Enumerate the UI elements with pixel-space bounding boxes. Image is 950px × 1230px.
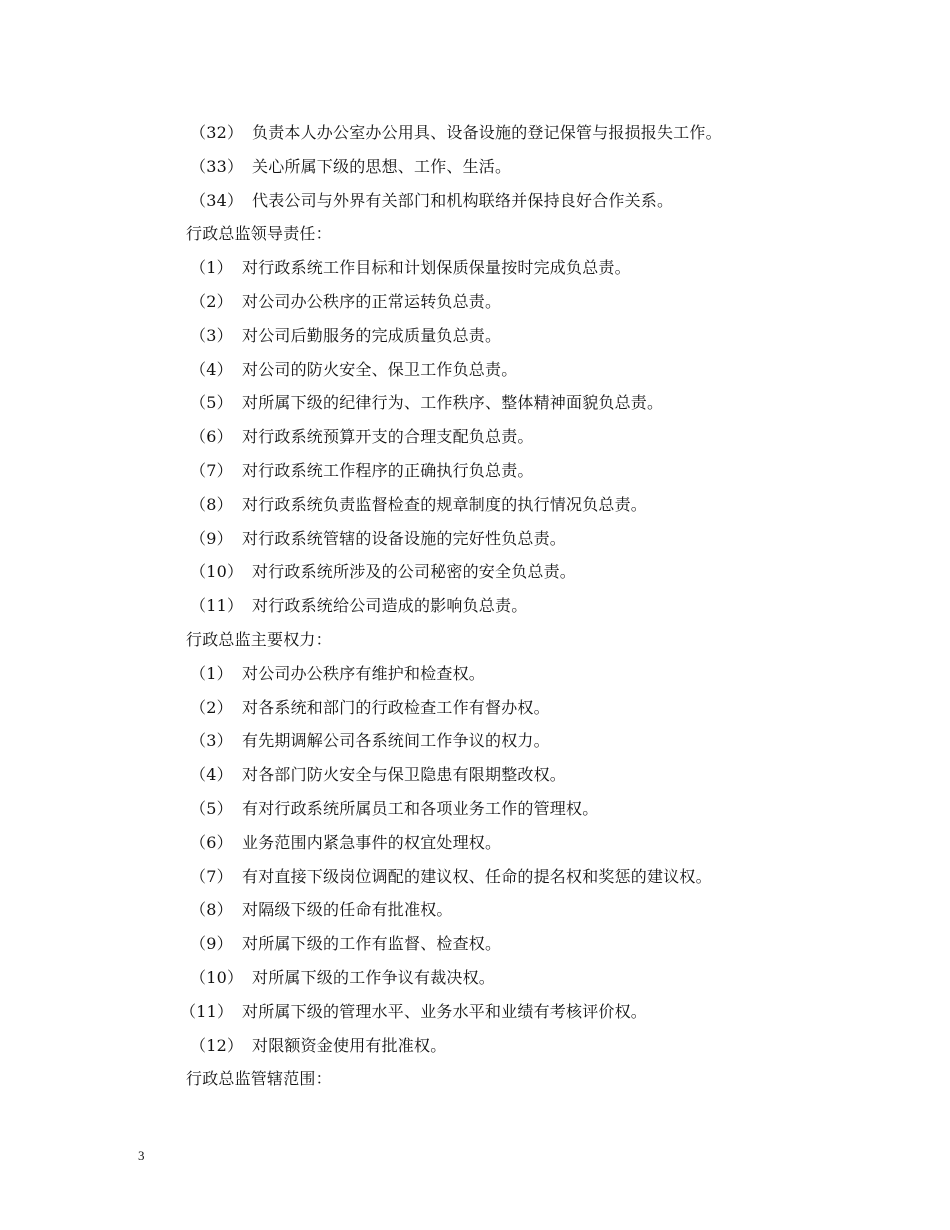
item-number: （8） — [190, 494, 233, 514]
item-text: 业务范围内紧急事件的权宜处理权。 — [242, 832, 502, 852]
list-item — [186, 555, 886, 589]
item-text: 对行政系统所涉及的公司秘密的安全负总责。 — [252, 562, 577, 582]
item-text: 有先期调解公司各系统间工作争议的权力。 — [242, 731, 550, 751]
item-text: 对行政系统管辖的设备设施的完好性负总责。 — [242, 528, 567, 548]
item-number: （6） — [190, 427, 233, 447]
item-text: 对行政系统工作程序的正确执行负总责。 — [242, 460, 534, 480]
item-text: 对公司办公秩序的正常运转负总责。 — [242, 291, 502, 311]
item-text: 对所属下级的工作有监督、检查权。 — [242, 934, 502, 954]
list-item — [180, 995, 886, 1029]
item-number: （1） — [190, 663, 233, 683]
item-text: 对行政系统工作目标和计划保质保量按时完成负总责。 — [242, 258, 631, 278]
item-number: （2） — [190, 697, 233, 717]
item-number: （3） — [190, 731, 233, 751]
item-number: （11） — [190, 596, 244, 616]
item-number: （7） — [190, 866, 233, 886]
item-text: 关心所属下级的思想、工作、生活。 — [252, 156, 512, 176]
list-item — [186, 386, 886, 420]
item-number: （32） — [190, 123, 244, 142]
item-text: 对公司办公秩序有维护和检查权。 — [242, 663, 486, 683]
list-item — [186, 285, 886, 319]
list-item — [186, 184, 886, 218]
item-text: 对公司后勤服务的完成质量负总责。 — [242, 325, 502, 345]
item-number: （6） — [190, 832, 233, 852]
item-text: 对限额资金使用有批准权。 — [252, 1035, 447, 1055]
list-item — [186, 589, 886, 623]
list-item — [186, 893, 886, 927]
item-number: （10） — [190, 562, 244, 582]
item-text: 负责本人办公室办公用具、设备设施的登记保管与报损报失工作。 — [252, 123, 722, 142]
item-text: 对所属下级的管理水平、业务水平和业绩有考核评价权。 — [242, 1001, 648, 1021]
document-body — [180, 116, 886, 1096]
list-item — [186, 860, 886, 894]
item-number: （12） — [190, 1035, 244, 1055]
item-number: （5） — [190, 393, 233, 413]
item-number: （10） — [190, 967, 244, 987]
page-number: 3 — [138, 1148, 145, 1163]
section-heading: 行政总监管辖范围： — [186, 1069, 332, 1089]
item-number: （33） — [190, 156, 244, 176]
list-item — [186, 691, 886, 725]
item-text: 对行政系统负责监督检查的规章制度的执行情况负总责。 — [242, 494, 648, 514]
item-number: （2） — [190, 291, 233, 311]
list-item — [186, 319, 886, 353]
item-text: 对各系统和部门的行政检查工作有督办权。 — [242, 697, 550, 717]
list-item — [186, 758, 886, 792]
list-item — [186, 522, 886, 556]
list-item — [186, 1029, 886, 1063]
item-number: （7） — [190, 460, 233, 480]
list-item — [186, 116, 886, 150]
list-item — [186, 420, 886, 454]
list-item — [186, 488, 886, 522]
list-item — [186, 961, 886, 995]
list-item — [186, 826, 886, 860]
item-text: 对公司的防火安全、保卫工作负总责。 — [242, 359, 518, 379]
item-number: （9） — [190, 934, 233, 954]
item-number: （4） — [190, 765, 233, 785]
item-number: （4） — [190, 359, 233, 379]
list-item — [186, 927, 886, 961]
item-text: 有对行政系统所属员工和各项业务工作的管理权。 — [242, 798, 599, 818]
item-text: 对隔级下级的任命有批准权。 — [242, 900, 453, 920]
item-number: （8） — [190, 900, 233, 920]
list-item — [186, 251, 886, 285]
list-item — [186, 792, 886, 826]
item-text: 有对直接下级岗位调配的建议权、任命的提名权和奖惩的建议权。 — [242, 866, 712, 886]
item-text: 对行政系统给公司造成的影响负总责。 — [252, 596, 528, 616]
section-heading: 行政总监主要权力： — [186, 629, 332, 649]
item-text: 代表公司与外界有关部门和机构联络并保持良好合作关系。 — [252, 190, 674, 210]
item-number: （3） — [190, 325, 233, 345]
item-text: 对所属下级的纪律行为、工作秩序、整体精神面貌负总责。 — [242, 393, 664, 413]
item-text: 对各部门防火安全与保卫隐患有限期整改权。 — [242, 765, 567, 785]
item-text: 对行政系统预算开支的合理支配负总责。 — [242, 427, 534, 447]
item-number: （1） — [190, 258, 233, 278]
list-item — [186, 353, 886, 387]
item-number: （9） — [190, 528, 233, 548]
item-text: 对所属下级的工作争议有裁决权。 — [252, 967, 496, 987]
list-item — [186, 454, 886, 488]
item-number: （5） — [190, 798, 233, 818]
item-number: （34） — [190, 190, 244, 210]
list-item — [186, 657, 886, 691]
section-heading: 行政总监领导责任： — [186, 224, 332, 244]
list-item — [186, 724, 886, 758]
list-item — [186, 150, 886, 184]
item-number: （11） — [180, 1001, 234, 1021]
